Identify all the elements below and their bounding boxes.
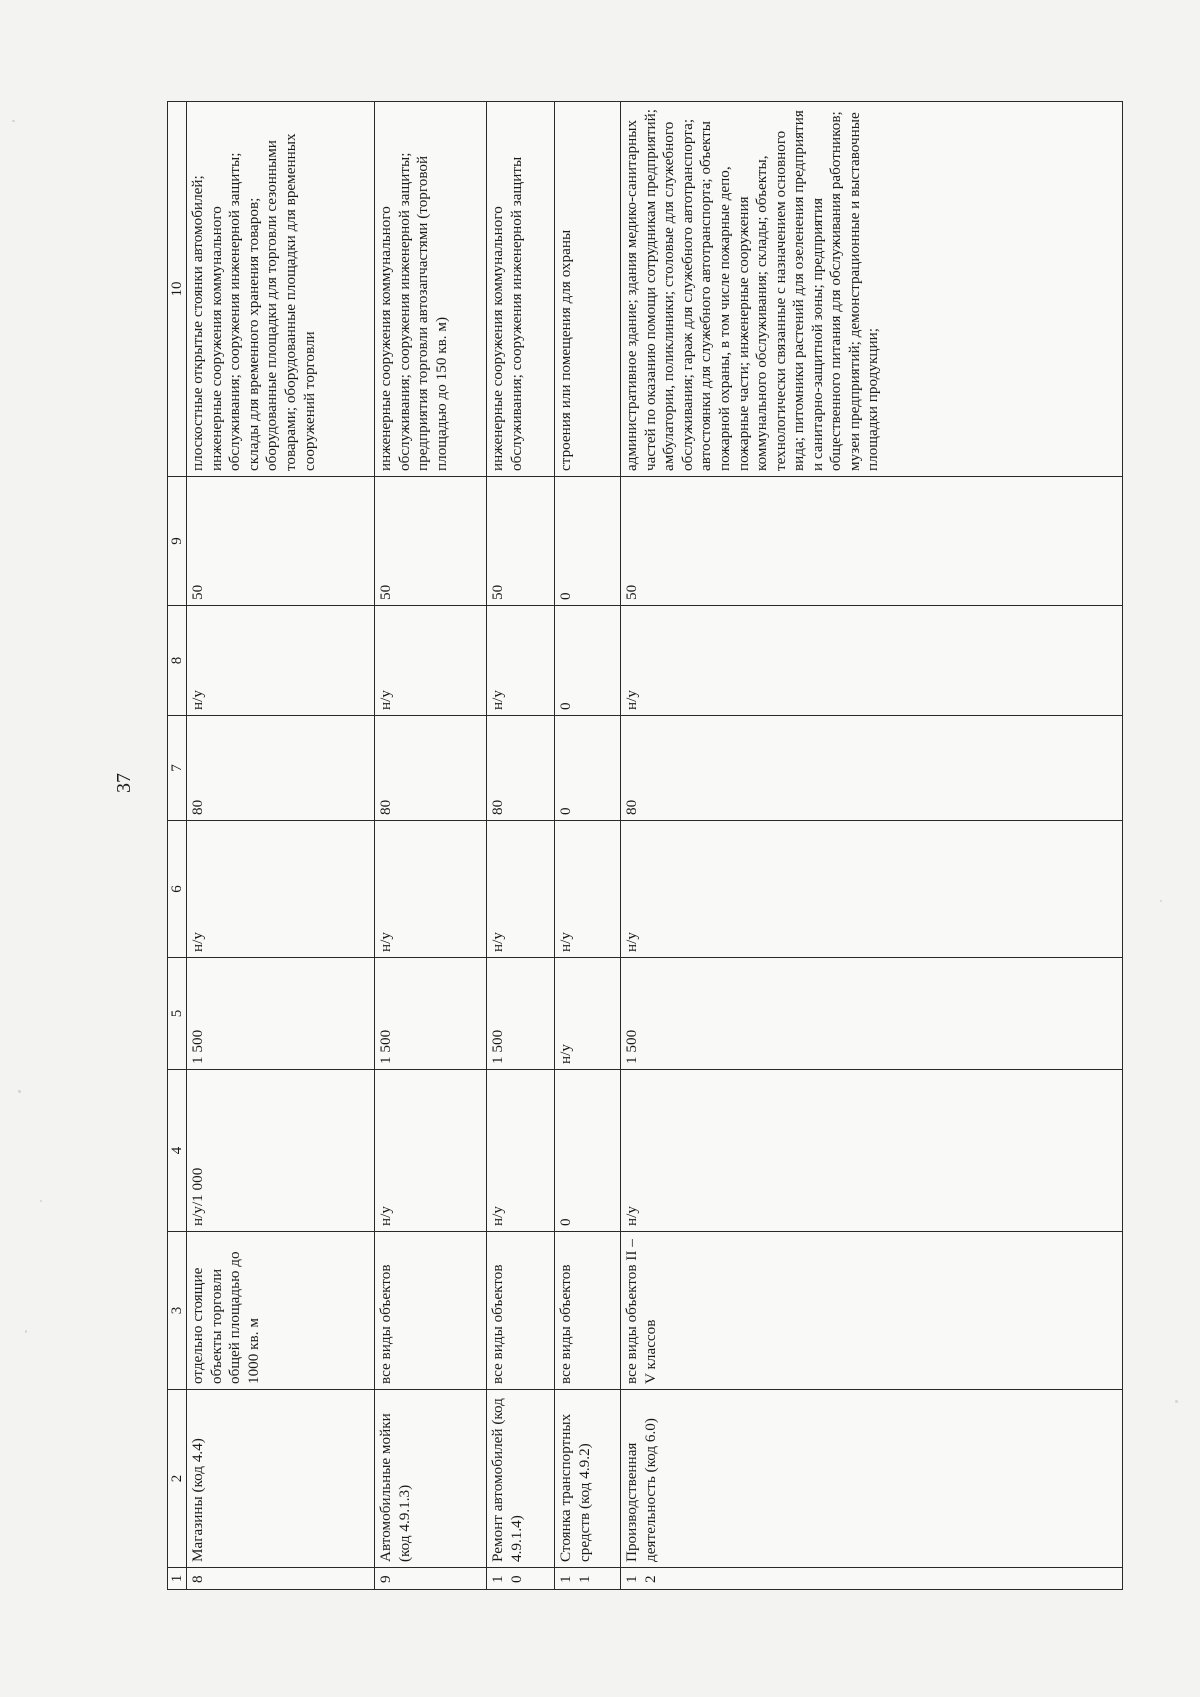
cell-col5: н/у — [555, 958, 621, 1070]
cell-col4: н/у — [375, 1070, 487, 1232]
auxiliary-uses: инженерные сооружения коммунального обслуживания; сооружения инженерной защиты — [487, 102, 555, 477]
cell-col9: 50 — [487, 477, 555, 606]
cell-col9: 50 — [375, 477, 487, 606]
row-number: 11 — [555, 1568, 621, 1590]
column-header: 10 — [168, 102, 187, 477]
auxiliary-uses: административное здание; здания медико-санитарных частей по оказанию помощи сотрудникам предприятий; амбулатории, поликлиники; столовые для служебного обслуживания; гараж для служебного автотранспорта; автостоянки для служебного автотранспорта; объекты пожарной охраны, в том числе пожарные депо, пожарные части; инженерные сооружения коммунального обслуживания; склады; объекты, технологически связанные с назначением основного вида; питомники растений для озеленения предприятия и санитарно-защитной зоны; предприятия общественного питания для обслуживания работников; музеи предприятий; демонстрационные и выставочные площадки продукции; — [621, 102, 1123, 477]
object-type: все виды объектов — [555, 1232, 621, 1390]
cell-col7: 80 — [621, 716, 1123, 821]
table-row — [555, 102, 621, 1590]
regulations-table — [167, 101, 1123, 1590]
cell-col8: н/у — [187, 606, 375, 716]
row-number: 12 — [621, 1568, 1123, 1590]
column-header: 6 — [168, 821, 187, 958]
use-type: Магазины (код 4.4) — [187, 1390, 375, 1568]
auxiliary-uses: строения или помещения для охраны — [555, 102, 621, 477]
column-header: 7 — [168, 716, 187, 821]
column-header: 8 — [168, 606, 187, 716]
table-row — [187, 102, 375, 1590]
cell-col7: 80 — [187, 716, 375, 821]
auxiliary-uses: инженерные сооружения коммунального обслуживания; сооружения инженерной защиты; предприятия торговли автозапчастями (торговой площадью до 150 кв. м) — [375, 102, 487, 477]
object-type: отдельно стоящие объекты торговли общей площадью до 1000 кв. м — [187, 1232, 375, 1390]
object-type: все виды объектов — [487, 1232, 555, 1390]
scan-speck — [18, 1090, 21, 1093]
column-header: 9 — [168, 477, 187, 606]
cell-col5: 1 500 — [187, 958, 375, 1070]
scan-speck — [25, 1330, 27, 1333]
header-row — [168, 102, 187, 1590]
cell-col6: н/у — [555, 821, 621, 958]
cell-col4: н/у/1 000 — [187, 1070, 375, 1232]
cell-col6: н/у — [375, 821, 487, 958]
table-row — [375, 102, 487, 1590]
column-header: 2 — [168, 1390, 187, 1568]
cell-col7: 80 — [375, 716, 487, 821]
cell-col5: 1 500 — [375, 958, 487, 1070]
scan-speck — [40, 1200, 42, 1202]
cell-col5: 1 500 — [621, 958, 1123, 1070]
page-number: 37 — [113, 773, 135, 793]
cell-col9: 0 — [555, 477, 621, 606]
cell-col9: 50 — [621, 477, 1123, 606]
regulations-table-wrapper — [167, 102, 1123, 1590]
cell-col7: 80 — [487, 716, 555, 821]
cell-col6: н/у — [487, 821, 555, 958]
column-header: 1 — [168, 1568, 187, 1590]
cell-col7: 0 — [555, 716, 621, 821]
row-number: 10 — [487, 1568, 555, 1590]
use-type: Стоянка транспортных средств (код 4.9.2) — [555, 1390, 621, 1568]
object-type: все виды объектов — [375, 1232, 487, 1390]
cell-col4: 0 — [555, 1070, 621, 1232]
row-number: 9 — [375, 1568, 487, 1590]
column-header: 4 — [168, 1070, 187, 1232]
cell-col5: 1 500 — [487, 958, 555, 1070]
cell-col4: н/у — [487, 1070, 555, 1232]
cell-col9: 50 — [187, 477, 375, 606]
cell-col8: 0 — [555, 606, 621, 716]
scan-speck — [12, 120, 15, 122]
use-type: Автомобильные мойки (код 4.9.1.3) — [375, 1390, 487, 1568]
scan-speck — [1175, 1400, 1178, 1403]
use-type: Производственная деятельность (код 6.0) — [621, 1390, 1123, 1568]
table-row — [487, 102, 555, 1590]
cell-col8: н/у — [487, 606, 555, 716]
auxiliary-uses: плоскостные открытые стоянки автомобилей; инженерные сооружения коммунального обслуживания; сооружения инженерной защиты; склады для временного хранения товаров; оборудованные площадки для торговли сезонными товарами; оборудованные площадки для временных сооружений торговли — [187, 102, 375, 477]
cell-col8: н/у — [375, 606, 487, 716]
cell-col6: н/у — [187, 821, 375, 958]
scan-speck — [1160, 900, 1162, 902]
cell-col6: н/у — [621, 821, 1123, 958]
row-number: 8 — [187, 1568, 375, 1590]
cell-col8: н/у — [621, 606, 1123, 716]
table-row — [621, 102, 1123, 1590]
object-type: все виды объектов II – V классов — [621, 1232, 1123, 1390]
column-header: 3 — [168, 1232, 187, 1390]
column-header: 5 — [168, 958, 187, 1070]
use-type: Ремонт автомобилей (код 4.9.1.4) — [487, 1390, 555, 1568]
cell-col4: н/у — [621, 1070, 1123, 1232]
